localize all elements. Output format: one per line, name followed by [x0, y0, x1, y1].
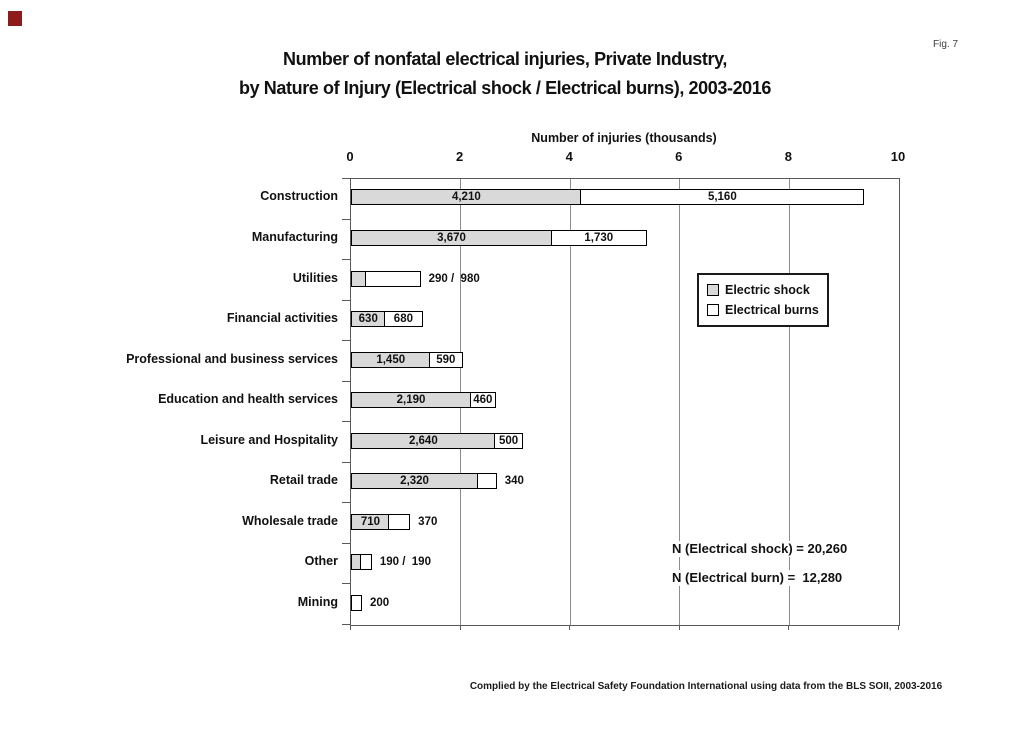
bar-segment-burns — [551, 230, 647, 246]
x-axis-title: Number of injuries (thousands) — [531, 131, 717, 145]
bar-value-label: 460 — [473, 394, 493, 407]
x-tick-label: 10 — [890, 149, 906, 164]
category-label: Utilities — [292, 270, 338, 285]
gridline — [789, 179, 790, 625]
chart-title — [0, 45, 1010, 103]
y-axis-tick — [342, 462, 350, 463]
bar-segment-shock — [351, 473, 478, 489]
x-axis-tick — [898, 625, 899, 630]
legend-swatch-burns-icon — [707, 304, 719, 316]
bar-value-label: 630 — [358, 313, 378, 326]
y-axis-tick — [342, 219, 350, 220]
bar-outside-label: 290 / 980 — [428, 272, 480, 285]
x-axis-tick — [569, 625, 570, 630]
category-label: Mining — [297, 594, 338, 609]
gridline — [679, 179, 680, 625]
bar-value-label: 2,190 — [396, 394, 426, 407]
y-axis-tick — [342, 381, 350, 382]
x-tick-label: 0 — [346, 149, 354, 164]
y-axis-tick — [342, 624, 350, 625]
bar-segment-shock — [351, 189, 582, 205]
bar-value-label: 500 — [499, 434, 519, 447]
bar-segment-shock — [351, 514, 390, 530]
y-axis-tick — [342, 583, 350, 584]
category-label: Leisure and Hospitality — [200, 432, 338, 447]
bar-segment-burns — [384, 311, 423, 327]
bar-segment-shock — [351, 352, 430, 368]
figure-number: Fig. 7 — [933, 39, 959, 50]
chart-title-line2: by Nature of Injury (Electrical shock / Electrical burns), 2003-2016 — [238, 78, 772, 98]
page-marker — [8, 11, 22, 26]
plot-area — [350, 178, 900, 626]
x-axis-tick — [679, 625, 680, 630]
bar-segment-burns — [360, 554, 372, 570]
x-axis-tick — [350, 625, 351, 630]
bar-outside-label: 340 — [504, 475, 524, 488]
x-axis-tick — [460, 625, 461, 630]
bar-segment-burns — [388, 514, 410, 530]
bar-outside-label: 200 — [369, 596, 390, 609]
annotation-n-electrical-shock: N (Electrical shock) = 20,260 — [672, 541, 848, 556]
source-note: Complied by the Electrical Safety Foundation International using data from the BLS SOII, 2003-2016 — [469, 681, 943, 692]
bar-value-label: 680 — [393, 313, 413, 326]
bar-segment-shock — [351, 230, 552, 246]
bar-segment-shock — [351, 392, 471, 408]
bar-segment-burns — [580, 189, 864, 205]
y-axis-tick — [342, 259, 350, 260]
bar-value-label: 590 — [436, 353, 456, 366]
bar-value-label: 710 — [360, 515, 381, 528]
category-label: Professional and business services — [126, 351, 338, 366]
bar-value-label: 3,670 — [437, 232, 466, 245]
category-label: Wholesale trade — [242, 513, 338, 528]
x-tick-label: 6 — [675, 149, 683, 164]
legend — [697, 273, 829, 327]
y-axis-tick — [342, 340, 350, 341]
y-axis-tick — [342, 543, 350, 544]
bar-segment-burns — [477, 473, 497, 489]
y-axis-tick — [342, 502, 350, 503]
bar-value-label: 5,160 — [707, 191, 737, 204]
bar-segment-burns — [351, 595, 362, 611]
y-axis-tick — [342, 421, 350, 422]
bar-segment-burns — [365, 271, 420, 287]
category-label: Financial activities — [226, 311, 338, 326]
bar-segment-burns — [494, 433, 523, 449]
x-tick-label: 2 — [455, 149, 464, 164]
bar-segment-shock — [351, 433, 496, 449]
x-axis-tick — [788, 625, 789, 630]
legend-label: Electrical burns — [725, 303, 819, 317]
x-tick-label: 8 — [784, 149, 792, 164]
category-label: Construction — [260, 189, 338, 204]
legend-item-electric-shock — [707, 283, 827, 297]
legend-item-electrical-burns — [707, 303, 827, 317]
category-label: Manufacturing — [251, 230, 338, 245]
bar-value-label: 2,640 — [408, 434, 438, 447]
category-label: Retail trade — [269, 473, 338, 488]
chart-title-line1: Number of nonfatal electrical injuries, Private Industry, — [283, 49, 727, 69]
category-label: Other — [304, 554, 338, 569]
bar-value-label: 1,450 — [376, 353, 406, 366]
bar-segment-burns — [470, 392, 497, 408]
x-tick-label: 4 — [565, 149, 573, 164]
bar-value-label: 4,210 — [451, 191, 481, 204]
bar-segment-burns — [429, 352, 463, 368]
bar-segment-shock — [351, 311, 386, 327]
category-label: Education and health services — [158, 392, 338, 407]
bar-value-label: 2,320 — [400, 475, 429, 488]
bar-outside-label: 370 — [418, 515, 438, 528]
annotation-n-electrical-burn: N (Electrical burn) = 12,280 — [672, 570, 843, 585]
bar-value-label: 1,730 — [584, 232, 614, 245]
bar-outside-label: 190 / 190 — [379, 556, 431, 569]
legend-swatch-shock-icon — [707, 284, 719, 296]
legend-label: Electric shock — [725, 283, 810, 297]
y-axis-tick — [342, 178, 350, 179]
y-axis-tick — [342, 300, 350, 301]
